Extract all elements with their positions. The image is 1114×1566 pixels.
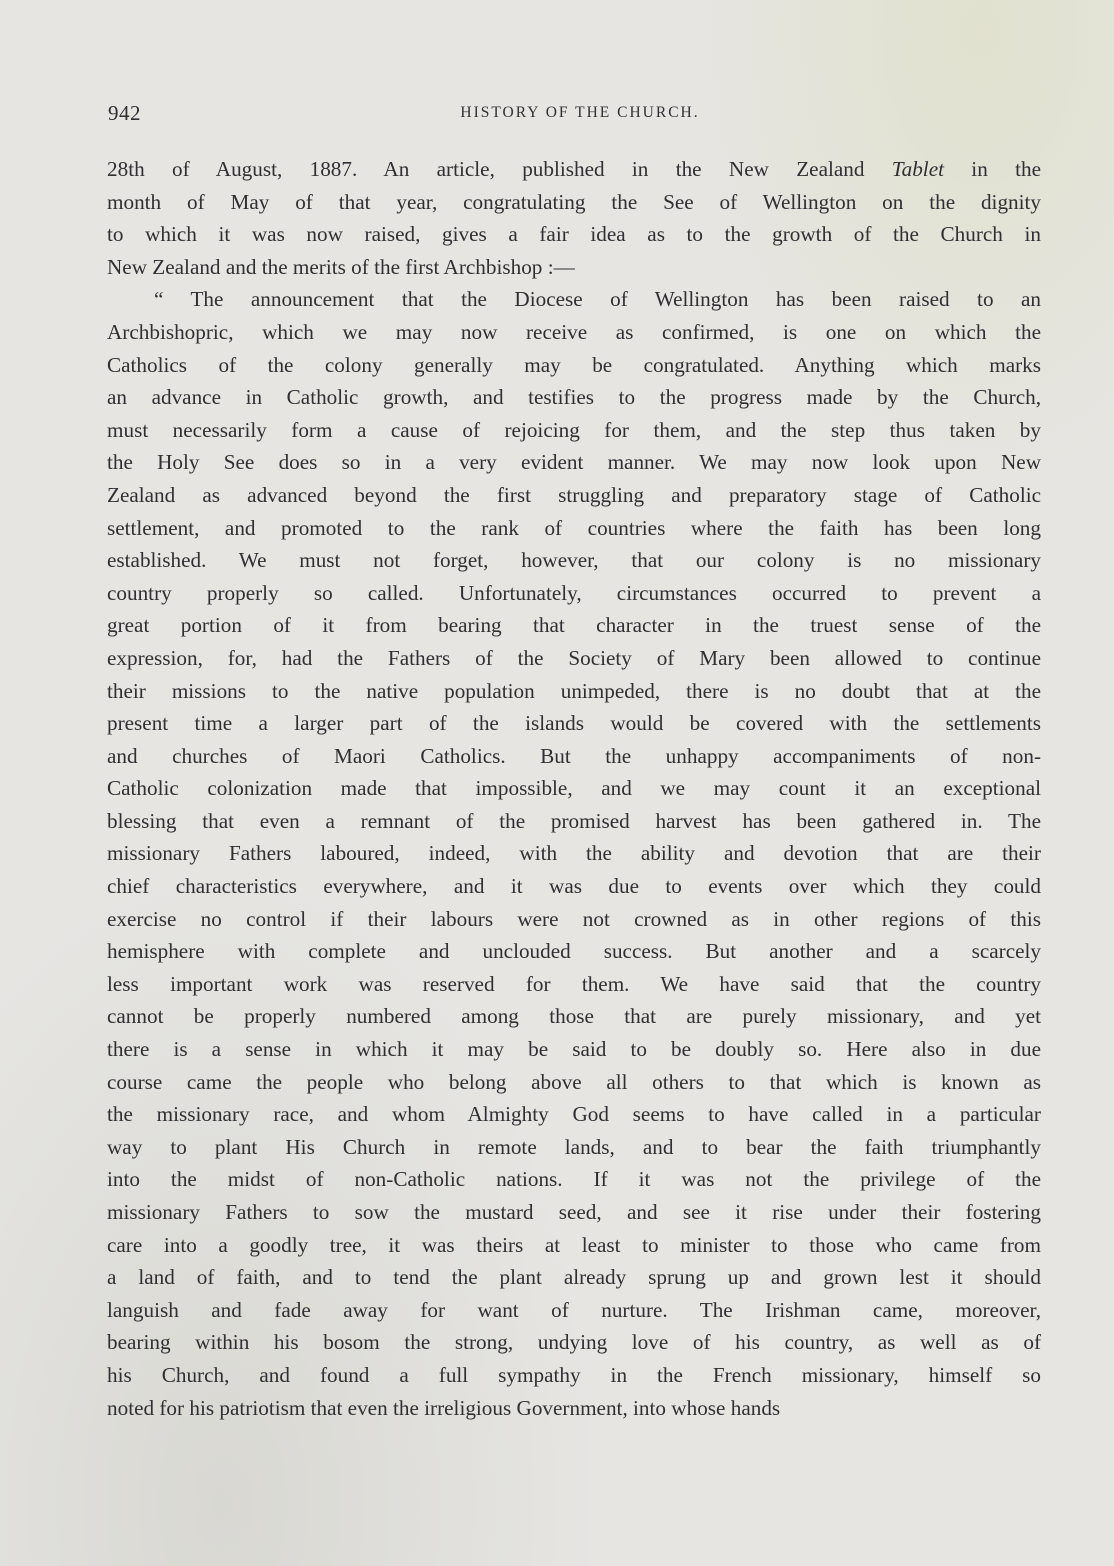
text-line: chief characteristics everywhere, and it was due to events over which they could xyxy=(107,874,1041,899)
text-line: “ The announcement that the Diocese of Wellington has been raised to an xyxy=(154,287,1041,312)
text-line: to which it was now raised, gives a fair idea as to the growth of the Church in xyxy=(107,222,1041,247)
text-line: Catholic colonization made that impossible, and we may count it an exceptional xyxy=(107,776,1041,801)
text-line: the Holy See does so in a very evident manner. We may now look upon New xyxy=(107,450,1041,475)
running-head xyxy=(108,101,1042,131)
running-title: HISTORY OF THE CHURCH. xyxy=(460,104,700,121)
text-line: less important work was reserved for them. We have said that the country xyxy=(107,971,1041,996)
text-line: month of May of that year, congratulating the See of Wellington on the dignity xyxy=(107,189,1041,214)
text-line: present time a larger part of the islands would be covered with the settlements xyxy=(107,711,1041,736)
text-line: care into a goodly tree, it was theirs at least to minister to those who came from xyxy=(107,1232,1041,1257)
text-line: their missions to the native population unimpeded, there is no doubt that at the xyxy=(107,678,1041,703)
text-line: exercise no control if their labours were not crowned as in other regions of this xyxy=(107,906,1041,931)
text-line: New Zealand and the merits of the first Archbishop :— xyxy=(107,254,575,279)
text-line: his Church, and found a full sympathy in the French missionary, himself so xyxy=(107,1362,1041,1387)
text-line: course came the people who belong above all others to that which is known as xyxy=(107,1069,1041,1094)
text-line: established. We must not forget, however, that our colony is no missionary xyxy=(107,548,1041,573)
body-text xyxy=(107,153,1041,1424)
text-line: blessing that even a remnant of the promised harvest has been gathered in. The xyxy=(107,808,1041,833)
text-line: great portion of it from bearing that character in the truest sense of the xyxy=(107,613,1041,638)
text-line: languish and fade away for want of nurture. The Irishman came, moreover, xyxy=(107,1297,1041,1322)
page-number: 942 xyxy=(108,101,141,125)
text-line: Zealand as advanced beyond the first struggling and preparatory stage of Catholic xyxy=(107,482,1041,507)
text-line: cannot be properly numbered among those that are purely missionary, and yet xyxy=(107,1004,1041,1029)
text-line: Catholics of the colony generally may be congratulated. Anything which marks xyxy=(107,352,1041,377)
text-line: there is a sense in which it may be said to be doubly so. Here also in due xyxy=(107,1037,1041,1062)
text-line: a land of faith, and to tend the plant already sprung up and grown lest it should xyxy=(107,1265,1041,1290)
text-line: Archbishopric, which we may now receive as confirmed, is one on which the xyxy=(107,319,1041,344)
text-line: way to plant His Church in remote lands, and to bear the faith triumphantly xyxy=(107,1134,1041,1159)
text-line: settlement, and promoted to the rank of countries where the faith has been long xyxy=(107,515,1041,540)
text-line: missionary Fathers to sow the mustard seed, and see it rise under their fostering xyxy=(107,1200,1041,1224)
text-line: and churches of Maori Catholics. But the unhappy accompaniments of non- xyxy=(107,743,1041,768)
italic-title: Tablet xyxy=(891,157,944,181)
text-line: into the midst of non-Catholic nations. If it was not the privilege of the xyxy=(107,1167,1041,1192)
text-line: must necessarily form a cause of rejoicing for them, and the step thus taken by xyxy=(107,417,1041,442)
text-line: bearing within his bosom the strong, undying love of his country, as well as of xyxy=(107,1330,1041,1355)
text-line: country properly so called. Unfortunately, circumstances occurred to prevent a xyxy=(107,580,1041,605)
text-line: 28th of August, 1887. An article, published in the New Zealand Tablet in the xyxy=(107,157,1041,181)
text-line: missionary Fathers laboured, indeed, with the ability and devotion that are their xyxy=(107,841,1041,866)
text-line: an advance in Catholic growth, and testifies to the progress made by the Church, xyxy=(107,385,1041,410)
text-line: expression, for, had the Fathers of the Society of Mary been allowed to continue xyxy=(107,645,1041,670)
text-line: the missionary race, and whom Almighty God seems to have called in a particular xyxy=(107,1102,1041,1127)
text-line: noted for his patriotism that even the irreligious Government, into whose hands xyxy=(107,1395,781,1420)
text-line: hemisphere with complete and unclouded success. But another and a scarcely xyxy=(107,939,1041,964)
